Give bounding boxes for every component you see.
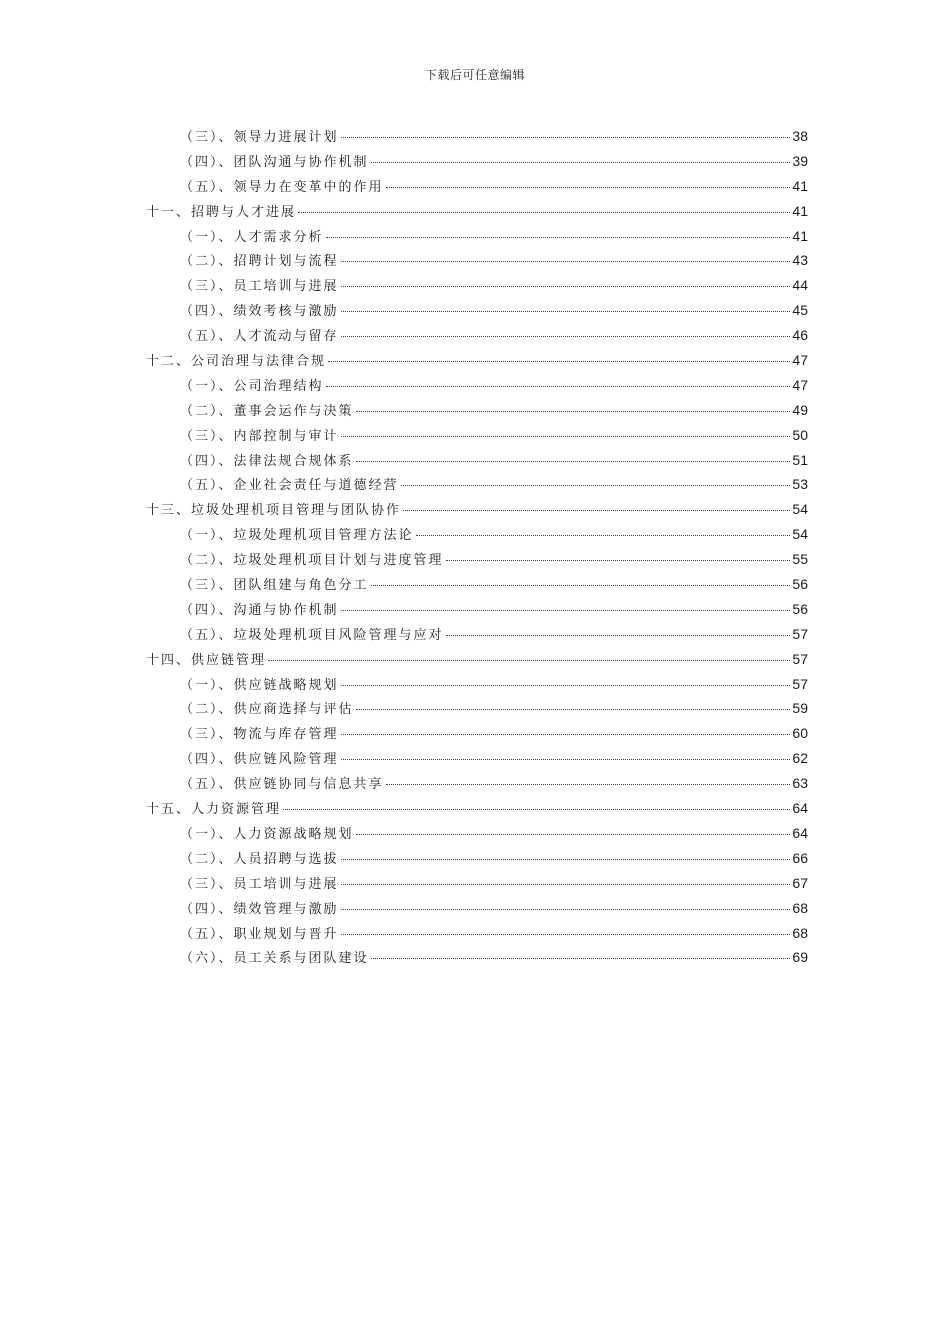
toc-chapter-entry[interactable] [146, 649, 808, 674]
toc-entry-page-number: 57 [792, 675, 808, 692]
page-header: 下载后可任意编辑 [424, 68, 525, 82]
toc-entry-page-number: 44 [792, 277, 808, 294]
toc-entry-page-number: 64 [792, 824, 808, 841]
toc-entry-page-number: 68 [792, 899, 808, 916]
toc-section-entry[interactable] [146, 126, 808, 151]
toc-entry-title: （四）、绩效考核与激励 [180, 304, 339, 320]
toc-section-entry[interactable] [146, 698, 808, 723]
toc-section-entry[interactable] [146, 375, 808, 400]
toc-entry-title: （三）、员工培训与进展 [180, 279, 339, 295]
toc-dot-leader [341, 759, 791, 760]
toc-dot-leader [341, 610, 791, 611]
toc-entry-title: 十一、招聘与人才进展 [146, 204, 297, 220]
toc-entry-title: （二）、人员招聘与选拔 [180, 851, 339, 867]
toc-dot-leader [341, 909, 791, 910]
toc-dot-leader [446, 560, 791, 561]
toc-entry-page-number: 54 [792, 501, 808, 518]
toc-entry-page-number: 64 [792, 800, 808, 817]
toc-entry-title: （四）、绩效管理与激励 [180, 901, 339, 917]
toc-entry-title: （五）、垃圾处理机项目风险管理与应对 [180, 627, 444, 643]
toc-dot-leader [341, 859, 791, 860]
toc-section-entry[interactable] [146, 275, 808, 300]
toc-dot-leader [416, 535, 791, 536]
toc-section-entry[interactable] [146, 300, 808, 325]
toc-entry-page-number: 38 [792, 128, 808, 144]
toc-entry-title: （五）、人才流动与留存 [180, 329, 339, 345]
toc-dot-leader [403, 510, 790, 511]
toc-section-entry[interactable] [146, 848, 808, 873]
toc-entry-title: （五）、企业社会责任与道德经营 [180, 478, 399, 494]
toc-section-entry[interactable] [146, 773, 808, 798]
toc-dot-leader [341, 734, 791, 735]
toc-entry-title: （二）、垃圾处理机项目计划与进度管理 [180, 553, 444, 569]
toc-entry-page-number: 47 [792, 352, 808, 369]
toc-section-entry[interactable] [146, 923, 808, 948]
toc-section-entry[interactable] [146, 474, 808, 499]
toc-entry-page-number: 56 [792, 600, 808, 617]
toc-section-entry[interactable] [146, 400, 808, 425]
toc-dot-leader [341, 311, 791, 312]
toc-entry-page-number: 60 [792, 725, 808, 742]
toc-section-entry[interactable] [146, 549, 808, 574]
toc-dot-leader [283, 809, 790, 810]
toc-dot-leader [326, 237, 791, 238]
toc-section-entry[interactable] [146, 898, 808, 923]
toc-entry-title: （四）、沟通与协作机制 [180, 602, 339, 618]
toc-entry-title: （二）、招聘计划与流程 [180, 254, 339, 270]
toc-entry-title: （一）、公司治理结构 [180, 378, 324, 394]
toc-entry-page-number: 39 [792, 152, 808, 169]
toc-entry-title: （三）、领导力进展计划 [180, 130, 339, 145]
toc-entry-title: （四）、法律法规合规体系 [180, 453, 354, 469]
toc-dot-leader [371, 958, 791, 959]
toc-chapter-entry[interactable] [146, 201, 808, 226]
toc-section-entry[interactable] [146, 574, 808, 599]
toc-entry-title: （四）、团队沟通与协作机制 [180, 154, 369, 170]
toc-dot-leader [356, 411, 791, 412]
toc-entry-title: （三）、内部控制与审计 [180, 428, 339, 444]
toc-dot-leader [268, 660, 790, 661]
toc-dot-leader [341, 934, 791, 935]
toc-dot-leader [356, 834, 791, 835]
toc-dot-leader [341, 261, 791, 262]
toc-section-entry[interactable] [146, 723, 808, 748]
toc-section-entry[interactable] [146, 624, 808, 649]
toc-entry-page-number: 49 [792, 401, 808, 418]
toc-dot-leader [341, 884, 791, 885]
toc-entry-page-number: 56 [792, 576, 808, 593]
toc-entry-title: （五）、供应链协同与信息共享 [180, 777, 384, 793]
toc-entry-page-number: 41 [792, 177, 808, 194]
toc-entry-title: （二）、供应商选择与评估 [180, 702, 354, 718]
toc-entry-page-number: 57 [792, 650, 808, 667]
toc-entry-page-number: 62 [792, 750, 808, 767]
toc-dot-leader [341, 336, 791, 337]
toc-section-entry[interactable] [146, 226, 808, 251]
toc-dot-leader [386, 187, 791, 188]
toc-entry-title: （二）、董事会运作与决策 [180, 403, 354, 419]
toc-entry-title: （五）、职业规划与晋升 [180, 926, 339, 942]
toc-dot-leader [446, 635, 791, 636]
toc-section-entry[interactable] [146, 873, 808, 898]
toc-dot-leader [371, 585, 791, 586]
toc-entry-title: 十三、垃圾处理机项目管理与团队协作 [146, 503, 402, 519]
toc-entry-page-number: 66 [792, 849, 808, 866]
toc-entry-title: 十二、公司治理与法律合规 [146, 354, 327, 370]
toc-entry-title: （一）、人才需求分析 [180, 229, 324, 245]
toc-entry-page-number: 43 [792, 252, 808, 269]
toc-entry-page-number: 51 [792, 451, 808, 468]
toc-entry-title: 十五、人力资源管理 [146, 802, 282, 818]
toc-section-entry[interactable] [146, 425, 808, 450]
toc-entry-title: （六）、员工关系与团队建设 [180, 951, 369, 967]
toc-section-entry[interactable] [146, 176, 808, 201]
toc-entry-page-number: 59 [792, 700, 808, 717]
toc-entry-title: （五）、领导力在变革中的作用 [180, 179, 384, 195]
toc-section-entry[interactable] [146, 325, 808, 350]
toc-dot-leader [356, 709, 791, 710]
toc-entry-title: （四）、供应链风险管理 [180, 752, 339, 768]
toc-section-entry[interactable] [146, 674, 808, 699]
toc-dot-leader [328, 361, 790, 362]
toc-dot-leader [371, 162, 791, 163]
toc-entry-title: （三）、员工培训与进展 [180, 876, 339, 892]
toc-dot-leader [341, 436, 791, 437]
toc-entry-page-number: 55 [792, 551, 808, 568]
toc-entry-title: （三）、物流与库存管理 [180, 727, 339, 743]
toc-entry-page-number: 47 [792, 376, 808, 393]
toc-chapter-entry[interactable] [146, 798, 808, 823]
toc-entry-title: （一）、垃圾处理机项目管理方法论 [180, 528, 414, 544]
toc-dot-leader [386, 784, 791, 785]
toc-entry-title: （一）、人力资源战略规划 [180, 826, 354, 842]
table-of-contents [146, 126, 808, 972]
toc-entry-page-number: 57 [792, 625, 808, 642]
toc-dot-leader [326, 386, 791, 387]
toc-dot-leader [401, 485, 791, 486]
toc-dot-leader [356, 461, 791, 462]
toc-entry-page-number: 69 [792, 949, 808, 966]
toc-dot-leader [341, 685, 791, 686]
toc-chapter-entry[interactable] [146, 499, 808, 524]
toc-entry-title: （三）、团队组建与角色分工 [180, 578, 369, 594]
toc-section-entry[interactable] [146, 599, 808, 624]
toc-section-entry[interactable] [146, 250, 808, 275]
toc-section-entry[interactable] [146, 524, 808, 549]
toc-entry-page-number: 45 [792, 302, 808, 319]
toc-entry-page-number: 53 [792, 476, 808, 493]
toc-section-entry[interactable] [146, 823, 808, 848]
toc-section-entry[interactable] [146, 450, 808, 475]
toc-entry-page-number: 50 [792, 426, 808, 443]
toc-entry-page-number: 41 [792, 227, 808, 244]
toc-entry-title: （一）、供应链战略规划 [180, 677, 339, 693]
toc-entry-page-number: 41 [792, 202, 808, 219]
toc-dot-leader [341, 137, 791, 138]
toc-entry-page-number: 68 [792, 924, 808, 941]
toc-section-entry[interactable] [146, 947, 808, 972]
toc-section-entry[interactable] [146, 748, 808, 773]
toc-entry-page-number: 46 [792, 327, 808, 344]
toc-entry-page-number: 54 [792, 526, 808, 543]
toc-dot-leader [341, 286, 791, 287]
toc-entry-page-number: 63 [792, 775, 808, 792]
toc-entry-page-number: 67 [792, 874, 808, 891]
toc-dot-leader [298, 212, 790, 213]
toc-section-entry[interactable] [146, 151, 808, 176]
toc-entry-title: 十四、供应链管理 [146, 652, 267, 668]
toc-chapter-entry[interactable] [146, 350, 808, 375]
